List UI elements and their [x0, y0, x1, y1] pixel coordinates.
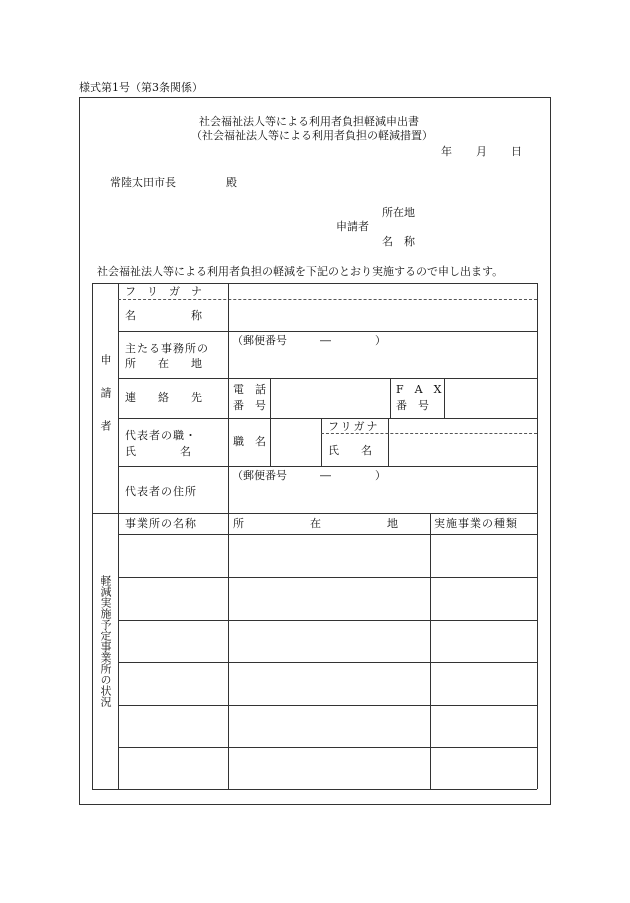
applicant-label: 申請者 [336, 220, 369, 233]
applicant-name-label: 名 称 [382, 235, 415, 248]
phone-label-1: 電 話 [233, 383, 266, 396]
table-top-border [92, 283, 537, 284]
rep-title-label-2: 氏 名 [125, 445, 191, 458]
rep-title-label-1: 代表者の職・ [125, 429, 197, 442]
column-divider [228, 283, 229, 513]
statement-text: 社会福祉法人等による利用者負担の軽減を下記のとおり実施するので申し出ます。 [97, 265, 504, 278]
row-divider [118, 747, 537, 748]
column-divider [388, 418, 389, 466]
rep-name-label: 氏 名 [328, 444, 372, 457]
rep-postal-code-label: （郵便番号 ― ） [232, 469, 386, 482]
table-right-border [537, 283, 538, 789]
row-divider [118, 418, 537, 419]
main-office-label-1: 主たる事務所の [125, 342, 209, 355]
date-year: 年 [441, 145, 452, 158]
main-office-label-2: 所 在 地 [125, 357, 202, 370]
table-left-border [92, 283, 93, 789]
addressee-honorific: 殿 [226, 176, 237, 189]
row-divider [118, 705, 537, 706]
row-divider [118, 378, 537, 379]
section-label-divider [118, 283, 119, 789]
column-header-location: 所 在 地 [233, 517, 398, 530]
addressee-name: 常陸太田市長 [110, 176, 176, 189]
table-bottom-border [92, 789, 537, 790]
row-divider [118, 466, 537, 467]
column-divider [444, 378, 445, 418]
rep-address-label: 代表者の住所 [125, 485, 197, 498]
row-divider [118, 662, 537, 663]
phone-label-2: 番 号 [233, 399, 266, 412]
fax-label-1: F A X [396, 383, 442, 396]
form-title: 社会福祉法人等による利用者負担軽減申出書 [199, 115, 419, 128]
form-number: 様式第1号（第3条関係） [79, 81, 203, 94]
row-divider [118, 331, 537, 332]
furigana-label: フ リ ガ ナ [125, 285, 202, 298]
column-divider [321, 418, 322, 466]
fax-label-2: 番 号 [396, 399, 429, 412]
contact-label: 連 絡 先 [125, 391, 202, 404]
form-subtitle: （社会福祉法人等による利用者負担の軽減措置） [191, 129, 433, 142]
date-day: 日 [511, 145, 522, 158]
applicant-address-label: 所在地 [382, 206, 415, 219]
row-divider [118, 577, 537, 578]
column-header-service-type: 実施事業の種類 [434, 517, 518, 530]
facilities-section-label: 軽減実施予定事業所の状況 [99, 575, 112, 707]
row-divider [118, 534, 537, 535]
furigana-dashed-line [118, 299, 537, 300]
date-month: 月 [476, 145, 487, 158]
column-divider [390, 378, 391, 418]
applicant-section-label: 申請者 [99, 354, 112, 453]
name-label: 名 称 [125, 309, 202, 322]
postal-code-label: （郵便番号 ― ） [232, 334, 386, 347]
column-divider [270, 378, 271, 466]
rep-furigana-label: フリガナ [328, 420, 380, 433]
column-header-facility-name: 事業所の名称 [125, 517, 197, 530]
section-divider [92, 513, 537, 514]
job-title-label: 職 名 [233, 435, 266, 448]
rep-furigana-dashed-line [321, 433, 537, 434]
row-divider [118, 620, 537, 621]
